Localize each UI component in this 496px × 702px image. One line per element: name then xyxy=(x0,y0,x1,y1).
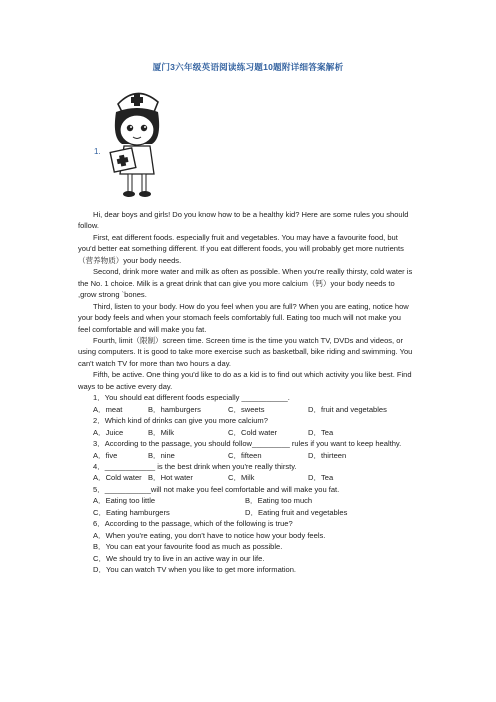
option[interactable]: D．fruit and vegetables xyxy=(308,404,387,414)
question-number: 1. xyxy=(94,147,101,156)
passage-paragraph: Fourth, limit（限制）screen time. Screen time is the time you watch TV, DVDs and videos, or using computers. It is good to take more exercise such as basketball, bike riding and swimming. You can't watch TV for more than two hours a day. xyxy=(78,335,413,368)
option[interactable]: A．When you're eating, you don't have to notice how your body feels. xyxy=(93,530,326,540)
question-stem: 1．You should eat different foods especially ___________. xyxy=(93,393,290,403)
option[interactable]: B．Hot water xyxy=(148,473,193,483)
option[interactable]: B．nine xyxy=(148,450,175,460)
passage-paragraph: Hi, dear boys and girls! Do you know how to be a healthy kid? Here are some rules you should follow. xyxy=(78,210,409,231)
option[interactable]: A．Cold water xyxy=(93,473,142,483)
question-stem: 6．According to the passage, which of the following is true? xyxy=(93,519,293,529)
option[interactable]: A．five xyxy=(93,450,118,460)
passage-paragraph: Second, drink more water and milk as often as possible. When you're really thirsty, cold water is the No. 1 choice. Milk is a great drink that can give you more calcium（钙）your body needs to ,grow strong `bones. xyxy=(78,267,413,300)
document-title: 厦门3六年级英语阅读练习题10题附详细答案解析 xyxy=(152,62,344,72)
options-row xyxy=(78,530,414,541)
options-row xyxy=(78,507,414,518)
passage-body xyxy=(78,209,414,576)
options-row xyxy=(78,495,414,506)
passage-paragraph: Third, listen to your body. How do you feel when you are full? When you are eating, notice how your body feels and when your stomach feels comfortably full. Eating too much will not make you feel comfortable and will make you fat. xyxy=(78,301,409,334)
option[interactable]: D．Tea xyxy=(308,473,334,483)
question-stem: 3．According to the passage, you should follow_________ rules if you want to keep healthy. xyxy=(93,439,402,449)
question-stem: 2．Which kind of drinks can give you more calcium? xyxy=(93,416,268,426)
options-row xyxy=(78,553,414,564)
passage-paragraph: First, eat different foods. especially fruit and vegetables. You may have a favourite food, but you'd better eat something different. If you eat different foods, you will probably get more nutrients（营养物质）your body needs. xyxy=(78,232,404,265)
options-row xyxy=(78,541,414,552)
options-row xyxy=(78,450,414,461)
option[interactable]: B．You can eat your favourite food as much as possible. xyxy=(93,542,283,552)
option[interactable]: D．You can watch TV when you like to get more information. xyxy=(93,565,297,575)
option[interactable]: D．Eating fruit and vegetables xyxy=(245,507,348,517)
passage-paragraph: Fifth, be active. One thing you'd like to do as a kid is to find out which activity you like best. Find ways to be active every day. xyxy=(78,370,412,391)
option[interactable]: C．Eating hamburgers xyxy=(93,507,170,517)
options-row xyxy=(78,564,414,575)
options-row xyxy=(78,427,414,438)
option[interactable]: C．fifteen xyxy=(228,450,262,460)
option[interactable]: C．sweets xyxy=(228,404,265,414)
option[interactable]: C．We should try to live in an active way in our life. xyxy=(93,553,265,563)
option[interactable]: A．Juice xyxy=(93,427,124,437)
option[interactable]: B．Milk xyxy=(148,427,174,437)
question-stem: 4．____________ is the best drink when you're really thirsty. xyxy=(93,461,297,471)
option[interactable]: D．Tea xyxy=(308,427,334,437)
question-stem: 5．___________will not make you feel comfortable and will make you fat. xyxy=(93,484,340,494)
nurse-girl-illustration xyxy=(104,82,170,202)
options-row xyxy=(78,404,414,415)
option[interactable]: A．meat xyxy=(93,404,123,414)
option[interactable]: C．Milk xyxy=(228,473,255,483)
option[interactable]: C．Cold water xyxy=(228,427,278,437)
option[interactable]: A．Eating too little xyxy=(93,496,156,506)
option[interactable]: D．thirteen xyxy=(308,450,347,460)
options-row xyxy=(78,472,414,483)
option[interactable]: B．hamburgers xyxy=(148,404,201,414)
option[interactable]: B．Eating too much xyxy=(245,496,313,506)
